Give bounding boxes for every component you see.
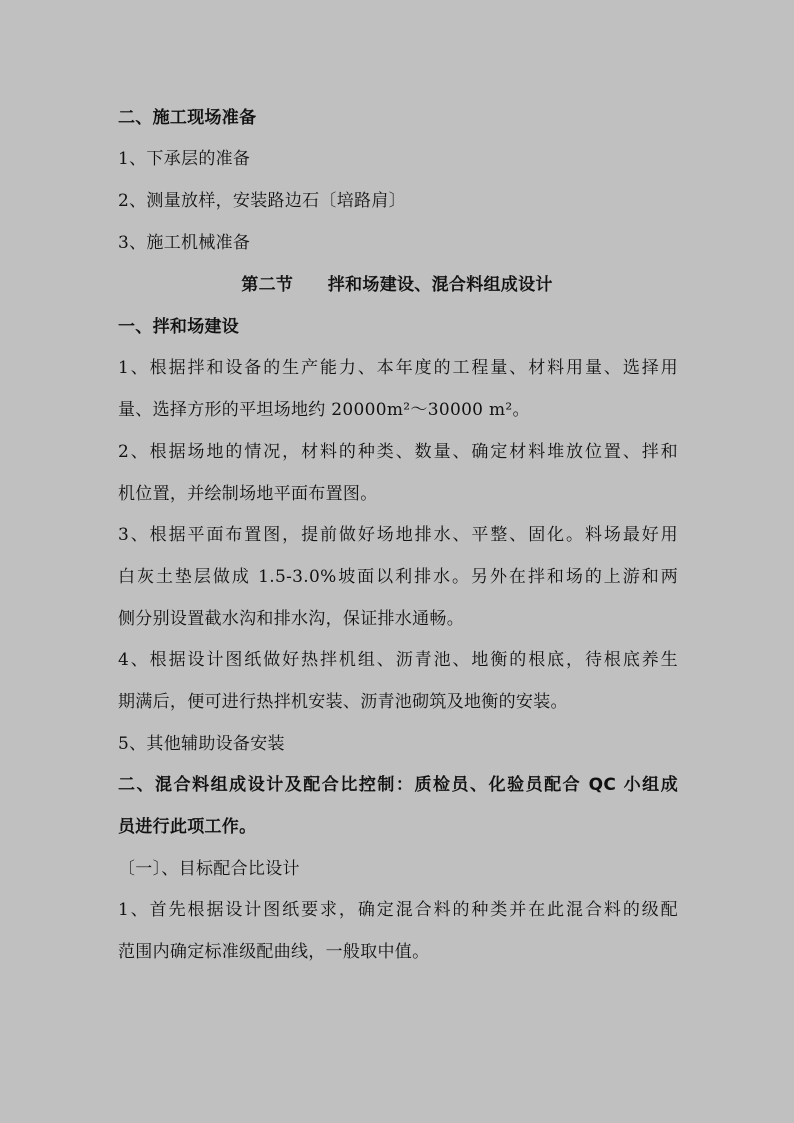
paragraph-line: 白灰土垫层做成 1.5-3.0%坡面以利排水。另外在拌和场的上游和两: [118, 567, 678, 587]
paragraph-line: 1、根据拌和设备的生产能力、本年度的工程量、材料用量、选择用: [118, 358, 678, 378]
subsection-heading: 〔一〕、目标配合比设计: [118, 859, 300, 879]
section-heading: 二、混合料组成设计及配合比控制：质检员、化验员配合 QC 小组成: [118, 775, 678, 795]
section-heading: 员进行此项工作。: [118, 817, 257, 837]
paragraph-line: 3、根据平面布置图，提前做好场地排水、平整、固化。料场最好用: [118, 525, 678, 545]
paragraph-line: 期满后，便可进行热拌机安装、沥青池砌筑及地衡的安装。: [118, 692, 568, 712]
paragraph-line: 范围内确定标准级配曲线，一般取中值。: [118, 942, 430, 962]
paragraph-line: 侧分别设置截水沟和排水沟，保证排水通畅。: [118, 609, 464, 629]
paragraph-line: 1、首先根据设计图纸要求，确定混合料的种类并在此混合料的级配: [118, 900, 678, 920]
list-item: 3、施工机械准备: [118, 233, 251, 253]
chapter-title: 第二节 拌和场建设、混合料组成设计: [241, 275, 553, 295]
paragraph-line: 2、根据场地的情况，材料的种类、数量、确定材料堆放位置、拌和: [118, 442, 678, 462]
paragraph-line: 4、根据设计图纸做好热拌机组、沥青池、地衡的根底，待根底养生: [118, 650, 678, 670]
paragraph-line: 量、选择方形的平坦场地约 20000m²～30000 m²。: [118, 400, 530, 420]
section-heading: 二、施工现场准备: [118, 108, 257, 128]
list-item: 1、下承层的准备: [118, 149, 251, 169]
paragraph-line: 机位置，并绘制场地平面布置图。: [118, 484, 378, 504]
list-item: 5、其他辅助设备安装: [118, 734, 285, 754]
section-heading: 一、拌和场建设: [118, 317, 240, 337]
list-item: 2、测量放样，安装路边石〔培路肩〕: [118, 191, 406, 211]
